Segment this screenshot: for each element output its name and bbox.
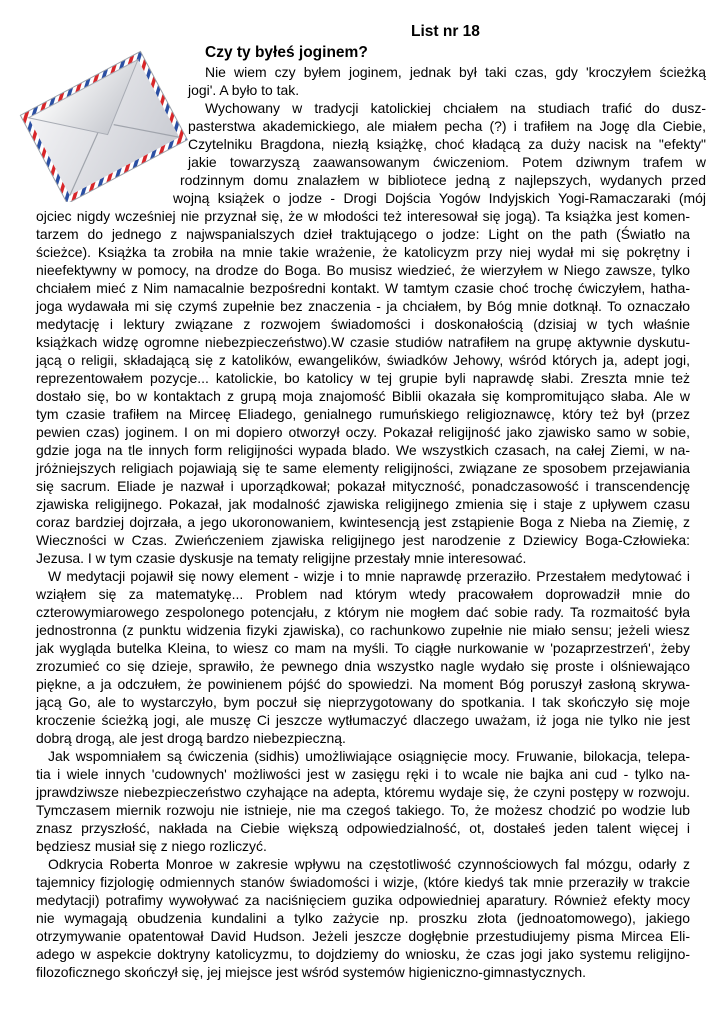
text-line: medytację i lektury związane z rozwojem świadomości i doskonałością (dzisiaj w tych właśnie bbox=[36, 316, 690, 332]
text-line: gdzie joga na tle innych form religijności wypada blado. We wszystkich czasach, na całej Ziemi, w na- bbox=[36, 442, 690, 458]
text-line: zjawiska religijnego. Pokazał, jak modalność zjawiska religijnego zmienia się i staje z upływem czasu bbox=[36, 496, 690, 512]
text-line: Wieczności w Czas. Zwieńczeniem zjawiska religijnego jest narodzenie z Dziewicy Boga-Człowieka: bbox=[36, 532, 690, 548]
text-line: jakie towarzyszą zaawansowanym ćwiczeniom. Potem dziwnym trafem w bbox=[188, 154, 706, 170]
text-line: tarzem do jednego z najwspanialszych dzieł traktującego o jodze: Light on the path (Światło na bbox=[36, 226, 690, 242]
text-line: Wychowany w tradycji katolickiej chciałem na studiach trafić do dusz- bbox=[205, 100, 706, 116]
text-line: Nie wiem czy byłem joginem, jednak był taki czas, gdy 'kroczyłem ścieżką bbox=[205, 64, 706, 80]
text-line: dobrą drogą, ale jest drogą bardzo niebezpieczną. bbox=[36, 730, 346, 746]
text-line: jącą Go, ale to wystarczyło, bym poczuł się nieprzygotowany do spotkania. I tak skończyło się moje bbox=[36, 694, 690, 710]
text-line: się sacrum. Eliade je nazwał i uporządkował; pokazał mityczność, ponadczasowość i transcendencję bbox=[36, 478, 690, 494]
text-line: jprawdziwsze niebezpieczeństwo czyhające na adepta, któremu wydaje się, że czyni postępy w rozwoju. bbox=[36, 784, 690, 800]
text-line: Jezusa. I w tym czasie dyskusje na tematy religijne przestały mnie interesować. bbox=[36, 550, 527, 566]
text-line: Czytelniku Bragdona, niezłą książkę, choć kładącą za duży nacisk na "efekty" bbox=[188, 136, 706, 152]
text-line: tajemnicy fizjologię odmiennych stanów świadomości i wizje, (które kiedyś tak mnie przeraziły w trakcie bbox=[36, 874, 690, 890]
text-line: jróżniejszych religiach pojawiają się te same elementy religijności, związane ze sposobem przejawiania bbox=[36, 460, 690, 476]
text-line: jednostronna (z punktu widzenia fizyki zjawiska), co rachunkowo zupełnie nie miało sensu; jeżeli wiesz bbox=[36, 622, 690, 638]
airmail-envelope-icon bbox=[18, 42, 188, 202]
text-line: jogi'. A było to tak. bbox=[188, 82, 300, 98]
text-line: filozoficznego skończył się, jej miejsce jest wśród systemów higieniczno-gimnastycznych. bbox=[36, 964, 586, 980]
text-line: chciałem mieć z Nim namacalnie bezpośredni kontakt. W tamtym czasie choć trochę ćwiczyłem, hatha- bbox=[36, 280, 690, 296]
text-line: zrozumieć co się dzieje, sprawiło, że pewnego dnia wszystko nagle wydało się proste i olśniewająco bbox=[36, 658, 690, 674]
letter-title: Czy ty byłeś joginem? bbox=[205, 44, 368, 61]
text-line: pewien czas) joginem. I on mi dopiero otworzył oczy. Pokazał religijność jako zjawisko samo w sobie, bbox=[36, 424, 690, 440]
text-line: coraz bardziej dojrzała, a jego ukoronowaniem, kwintesencją jest zstąpienie Boga z Nieba na Ziemię, z bbox=[36, 514, 690, 530]
text-line: wziąłem się za matematykę... Problem nad którym wtedy pracowałem doprowadził mnie do bbox=[36, 586, 690, 602]
text-line: pasterstwa akademickiego, ale miałem pecha (?) i trafiłem na Jogę dla Ciebie, bbox=[188, 118, 706, 134]
text-line: nieefektywny w pomocy, na drodze do Boga. Bo musisz wiedzieć, że wierzyłem w Niego zawsze, tylko bbox=[36, 262, 690, 278]
text-line: dostało się, bo w kontaktach z grupą moja znajomość Biblii okazała się kompromitująco słaba. Ale w bbox=[36, 388, 690, 404]
text-line: nie wymagają obudzenia kundalini a tylko zażycie np. proszku złota (jednoatomowego), jakiego bbox=[36, 910, 690, 926]
text-line: ojciec nigdy wcześniej nie przyznał się, że w młodości też interesował się jogą). Ta książka jest komen- bbox=[36, 208, 690, 224]
text-line: rodzinnym domu znalazłem w bibliotece jedną z najlepszych, wydanych przed bbox=[180, 172, 706, 188]
letter-number: List nr 18 bbox=[411, 23, 480, 40]
text-line: jącą o religii, składającą się z katolików, ewangelików, świadków Jehowy, wśród których ja, adept jogi, bbox=[36, 352, 690, 368]
text-line: czterowymiarowego zespolonego potencjału, z którym nie mogłem dać sobie rady. Ta rozmaitość była bbox=[36, 604, 690, 620]
text-line: otrzymywanie opatentował David Hudson. Jeżeli jeszcze dogłębnie przestudiujemy pisma Mircea Eli- bbox=[36, 928, 690, 944]
text-line: Odkrycia Roberta Monroe w zakresie wpływu na częstotliwość czynnościowych fal mózgu, odarły z bbox=[48, 856, 690, 872]
text-line: W medytacji pojawił się nowy element - wizje i to mnie naprawdę przeraziło. Przestałem medytować i bbox=[48, 568, 690, 584]
text-line: ścieżce). Książka ta zrobiła na mnie takie wrażenie, że katolicyzm przy niej wydał mi się pokrętny i bbox=[36, 244, 690, 260]
text-line: tia i wiele innych 'cudownych' możliwości jest w zasięgu ręki i to wcale nie bajka ani cud - tylko na- bbox=[36, 766, 690, 782]
text-line: jak wygląda butelka Kleina, to wiesz co mam na myśli. To ciągłe nurkowanie w 'pozaprzestrzeń', żeby bbox=[36, 640, 690, 656]
text-line: piękne, a ja odczułem, że powinienem pójść do spowiedzi. Na moment Bóg poruszył zasłoną skrywa- bbox=[36, 676, 690, 692]
text-line: medytacji) potrafimy wywoływać za naciśnięciem guzika odpowiedniej aparatury. Również efekty mocy bbox=[36, 892, 690, 908]
text-line: Jak wspomniałem są ćwiczenia (sidhis) umożliwiające osiągnięcie mocy. Fruwanie, bilokacja, telepa- bbox=[48, 748, 690, 764]
text-line: książkach widzę ogromne niebezpieczeństwo).W czasie studiów natrafiłem na grupę aktywnie dyskutu- bbox=[36, 334, 690, 350]
text-line: adego w aspekcie doktryny katolicyzmu, to dojdziemy do wniosku, że czas jogi jako systemu religijno- bbox=[36, 946, 690, 962]
text-line: joga wydawała mi się czymś zupełnie bez znaczenia - ja chciałem, by Bóg mnie dotknął. To oznaczało bbox=[36, 298, 690, 314]
text-line: reprezentowałem pozycje... katolickie, bo katolicy w tej grupie byli naprawdę słabi. Zreszta mnie też bbox=[36, 370, 690, 386]
text-line: wojną książek o jodze - Drogi Dojścia Yogów Indyjskich Yogi-Ramaczaraki (mój bbox=[173, 190, 706, 206]
text-line: tym czasie trafiłem na Mirceę Eliadego, genialnego rumuńskiego religioznawcę, który też był (przez bbox=[36, 406, 690, 422]
text-line: Tymczasem miernik rozwoju nie istnieje, nie ma czegoś takiego. To, że możesz chodzić po wodzie lub bbox=[36, 802, 690, 818]
text-line: będziesz musiał się z niego rozliczyć. bbox=[36, 838, 267, 854]
text-line: znasz przyszłość, nakłada na Ciebie większą odpowiedzialność, ot, dostałeś jeden talent więcej i bbox=[36, 820, 690, 836]
text-line: kroczenie ścieżką jogi, ale muszę Ci jeszcze wytłumaczyć dlaczego uważam, iż joga nie tylko nie jest bbox=[36, 712, 690, 728]
